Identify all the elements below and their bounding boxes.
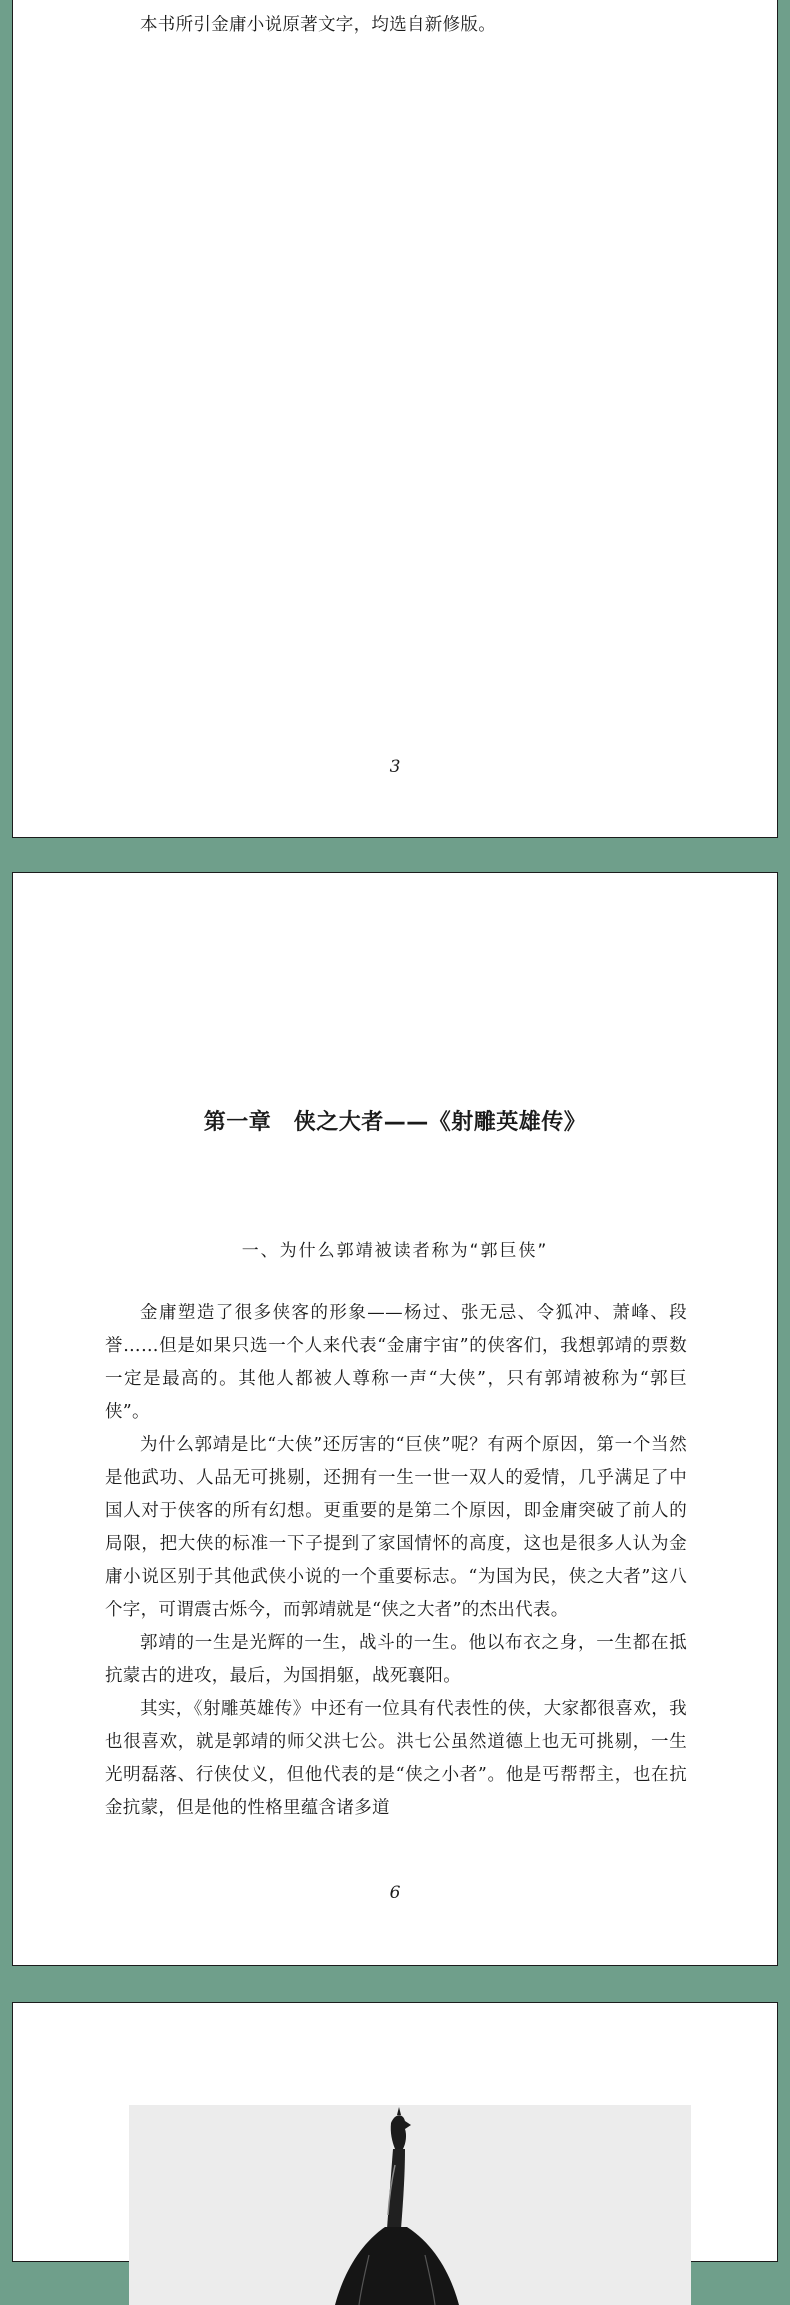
eagle-silhouette-icon	[129, 2105, 691, 2305]
section-title: 一、为什么郭靖被读者称为“郭巨侠”	[241, 1241, 549, 1261]
document-page-3	[12, 0, 778, 838]
document-page-6	[12, 872, 778, 1966]
body-text	[105, 1297, 687, 1825]
paragraph: 为什么郭靖是比“大侠”还厉害的“巨侠”呢？有两个原因，第一个当然是他武功、人品无可挑剔，还拥有一生一世一双人的爱情，几乎满足了中国人对于侠客的所有幻想。更重要的是第二个原因，即金庸突破了前人的局限，把大侠的标准一下子提到了家国情怀的高度，这也是很多人认为金庸小说区别于其他武侠小说的一个重要标志。“为国为民，侠之大者”这八个字，可谓震古烁今，而郭靖就是“侠之大者”的杰出代表。	[105, 1435, 687, 1620]
paragraph: 本书所引金庸小说原著文字，均选自新修版。	[140, 15, 496, 35]
chapter-title: 第一章 侠之大者——《射雕英雄传》	[203, 1110, 587, 1135]
illustration-image	[129, 2105, 691, 2305]
page-number: 3	[389, 757, 401, 777]
paragraph: 金庸塑造了很多侠客的形象——杨过、张无忌、令狐冲、萧峰、段誉……但是如果只选一个人来代表“金庸宇宙”的侠客们，我想郭靖的票数一定是最高的。其他人都被人尊称一声“大侠”，只有郭靖被称为“郭巨侠”。	[105, 1303, 687, 1422]
paragraph: 其实，《射雕英雄传》中还有一位具有代表性的侠，大家都很喜欢，我也很喜欢，就是郭靖的师父洪七公。洪七公虽然道德上也无可挑剔，一生光明磊落、行侠仗义，但他代表的是“侠之小者”。他是丐帮帮主，也在抗金抗蒙，但是他的性格里蕴含诸多道	[105, 1699, 687, 1818]
document-page-illustration	[12, 2002, 778, 2262]
page-number: 6	[389, 1883, 401, 1903]
paragraph: 郭靖的一生是光辉的一生，战斗的一生。他以布衣之身，一生都在抵抗蒙古的进攻，最后，为国捐躯，战死襄阳。	[105, 1633, 687, 1686]
